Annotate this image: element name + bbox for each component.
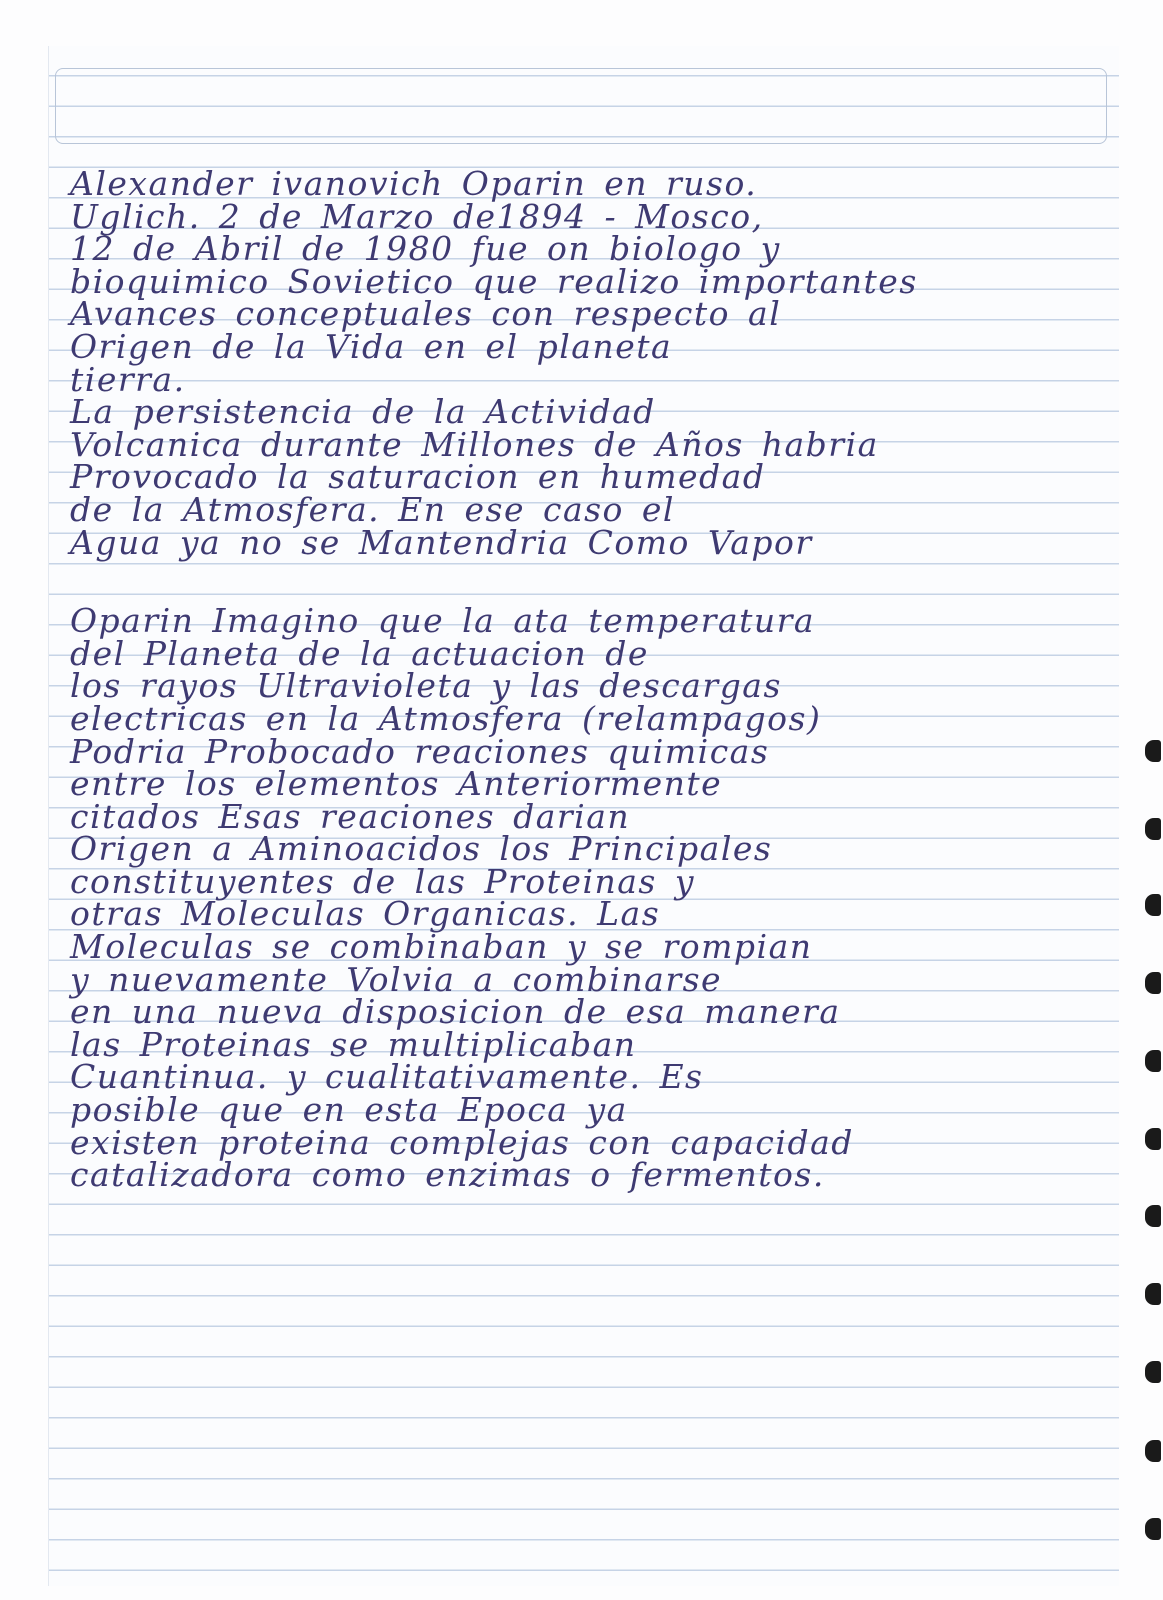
- text-line: Cuantinua. y cualitativamente. Es: [70, 1057, 704, 1097]
- text-line: de la Atmosfera. En ese caso el: [70, 489, 675, 529]
- text-line: del Planeta de la actuacion de: [70, 633, 649, 673]
- spiral-binding: [1133, 0, 1163, 1600]
- binding-ring: [1145, 1283, 1161, 1305]
- binding-ring: [1145, 818, 1161, 840]
- paragraph-biography: [70, 164, 1110, 399]
- header-box: [55, 68, 1107, 144]
- text-line: Agua ya no se Mantendria Como Vapor: [70, 522, 813, 562]
- text-line: electricas en la Atmosfera (relampagos): [70, 698, 822, 738]
- text-line: y nuevamente Volvia a combinarse: [70, 959, 723, 999]
- text-line: constituyentes de las Proteinas y: [70, 861, 695, 901]
- text-line: Provocado la saturacion en humedad: [70, 457, 766, 497]
- text-line: Volcanica durante Millones de Años habria: [70, 424, 879, 464]
- paragraph-gap: [70, 559, 1110, 605]
- text-line: otras Moleculas Organicas. Las: [70, 894, 661, 934]
- text-line: Origen a Aminoacidos los Principales: [70, 829, 773, 869]
- binding-ring: [1145, 740, 1161, 762]
- text-line: en una nueva disposicion de esa manera: [70, 992, 841, 1032]
- text-line: La persistencia de la Actividad: [70, 392, 656, 432]
- text-line: los rayos Ultravioleta y las descargas: [70, 666, 782, 706]
- text-line: bioquimico Sovietico que realizo importantes: [70, 261, 918, 301]
- paragraph-oparin-hypothesis: [70, 601, 1110, 1195]
- text-line: catalizadora como enzimas o fermentos.: [70, 1155, 825, 1195]
- binding-ring: [1145, 1361, 1161, 1383]
- binding-ring: [1145, 1440, 1161, 1462]
- binding-ring: [1145, 1128, 1161, 1150]
- text-line: Podria Probocado reaciones quimicas: [70, 731, 770, 771]
- text-line: Alexander ivanovich Oparin en ruso.: [70, 164, 758, 203]
- text-line: Oparin Imagino que la ata temperatura: [70, 601, 816, 641]
- binding-ring: [1145, 1205, 1161, 1227]
- text-line: Uglich. 2 de Marzo de1894 - Mosco,: [70, 196, 764, 236]
- text-line: entre los elementos Anteriormente: [70, 764, 723, 804]
- paragraph-volcanic-activity: [70, 392, 1110, 562]
- text-line: Avances conceptuales con respecto al: [70, 294, 782, 334]
- binding-ring: [1145, 1518, 1161, 1540]
- text-line: 12 de Abril de 1980 fue on biologo y: [70, 229, 781, 269]
- text-line: Origen de la Vida en el planeta: [70, 326, 673, 366]
- text-line: Moleculas se combinaban y se rompian: [70, 927, 813, 967]
- text-line: existen proteina complejas con capacidad: [70, 1122, 854, 1162]
- text-line: tierra.: [70, 359, 186, 399]
- text-line: posible que en esta Epoca ya: [70, 1090, 628, 1130]
- text-line: las Proteinas se multiplicaban: [70, 1024, 637, 1064]
- binding-ring: [1145, 1050, 1161, 1072]
- text-line: citados Esas reaciones darian: [70, 796, 631, 836]
- binding-ring: [1145, 894, 1161, 916]
- handwritten-text: [70, 164, 1110, 1195]
- binding-ring: [1145, 972, 1161, 994]
